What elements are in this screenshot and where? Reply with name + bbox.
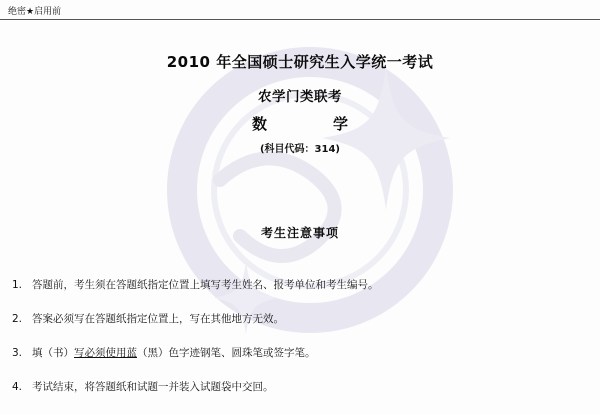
notice-text-part: 填（书） xyxy=(32,347,74,359)
notice-number: 2. xyxy=(12,313,23,325)
notice-heading: 考生注意事项 xyxy=(260,226,339,240)
subject-code: (科目代码：314) xyxy=(259,144,340,155)
notice-text-part: 考试结束，将答题纸和试题一并装入试题袋中交回。 xyxy=(32,381,274,393)
notice-text xyxy=(32,312,572,326)
notice-list xyxy=(12,278,572,414)
notice-item xyxy=(12,278,572,292)
notice-number: 4. xyxy=(12,381,23,393)
exam-category: 农学门类联考 xyxy=(258,89,342,105)
notice-text-part: （黑）色字迹钢笔、圆珠笔或签字笔。 xyxy=(137,347,316,359)
notice-item xyxy=(12,312,572,326)
notice-text-underlined: 写必须使用蓝 xyxy=(74,347,137,359)
classified-mark: 绝密★启用前 xyxy=(8,7,62,17)
notice-item xyxy=(12,380,572,394)
notice-text-part: 答案必须写在答题纸指定位置上，写在其他地方无效。 xyxy=(32,313,284,325)
notice-text xyxy=(32,346,572,360)
header-divider xyxy=(0,19,600,20)
exam-subject: 数 学 xyxy=(251,115,360,133)
notice-text-part: 答题前，考生须在答题纸指定位置上填写考生姓名、报考单位和考生编号。 xyxy=(32,279,379,291)
notice-number: 3. xyxy=(12,347,23,359)
notice-text xyxy=(32,278,572,292)
notice-item xyxy=(12,346,572,360)
notice-number: 1. xyxy=(12,279,23,291)
page-title: 2010 年全国硕士研究生入学统一考试 xyxy=(166,53,434,71)
notice-text xyxy=(32,380,572,394)
